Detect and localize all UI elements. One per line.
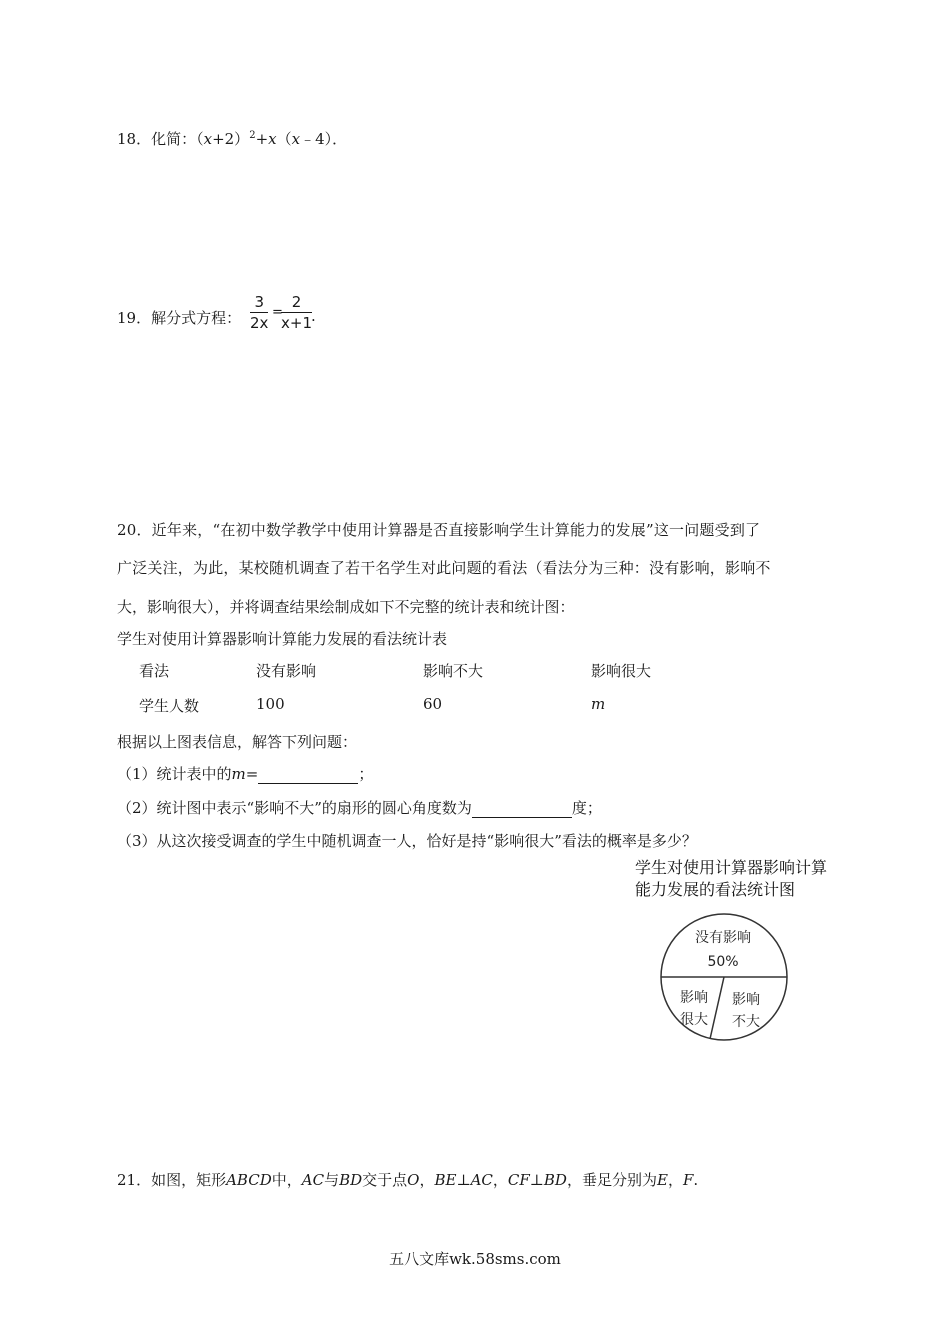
q21-bd: BD (339, 1171, 363, 1189)
q18-var-x: x (203, 130, 213, 148)
q20-sub2-blank (472, 799, 572, 818)
q21-t2: 与 (324, 1171, 340, 1189)
table-header-large-effect: 影响很大 (591, 662, 652, 680)
q20-line-1: 20．近年来，“在初中数学教学中使用计算器是否直接影响学生计算能力的发展”这一问题受到了 (117, 521, 761, 539)
slice-label-large-effect-2: 很大 (680, 1012, 708, 1028)
q21-abcd: ABCD (226, 1171, 272, 1189)
q19-denominator-1: 2x (250, 314, 269, 332)
q19-fraction-right (281, 293, 312, 333)
page-footer: 五八文库wk.58sms.com (389, 1250, 561, 1268)
q21-t3: 交于点 (362, 1171, 408, 1189)
q20-sub1-blank (258, 765, 358, 784)
q18-exponent: 2 (249, 130, 256, 141)
table-cell-count-label: 学生人数 (139, 697, 200, 715)
q18-prefix: 18．化简：（ (117, 130, 204, 148)
q21-o: O (407, 1171, 420, 1189)
q20-sub1-eq: = (245, 765, 259, 783)
q20-sub2-end: 度； (571, 799, 602, 817)
q18-tail: ﹣4）． (300, 130, 348, 148)
slice-label-no-effect: 没有影响 (695, 930, 751, 946)
slice-label-small-effect-2: 不大 (732, 1014, 760, 1030)
q21-e: E (656, 1171, 668, 1189)
q18-var-x3: x (291, 130, 301, 148)
q19-numerator-1: 3 (250, 293, 268, 313)
q20-line-3: 大，影响很大），并将调查结果绘制成如下不完整的统计表和统计图： (117, 598, 575, 616)
q18-var-x2: x (268, 130, 277, 148)
q20-line-2: 广泛关注，为此，某校随机调查了若干名学生对此问题的看法（看法分为三种：没有影响，影响不 (117, 559, 771, 577)
q21-cf: CF (507, 1171, 530, 1189)
chart-title-line-1: 学生对使用计算器影响计算 (635, 858, 828, 877)
q19-numerator-2: 2 (281, 293, 312, 313)
q19-equals: = (272, 305, 283, 320)
q20-sub2-prefix: （2）统计图中表示“影响不大”的扇形的圆心角度数为 (117, 799, 472, 817)
pie-chart (650, 908, 810, 1048)
table-cell-large-effect: m (591, 695, 606, 713)
q19-denominator-2: x+1 (281, 314, 312, 332)
q21-t1: 中， (271, 1171, 302, 1189)
q21-t4: ， (419, 1171, 435, 1189)
question-19-label (117, 307, 241, 328)
table-cell-small-effect: 60 (423, 695, 443, 713)
question-18 (117, 128, 347, 149)
table-header-view: 看法 (139, 662, 170, 680)
q21-perp-2: ⊥ (529, 1171, 544, 1189)
q20-sub-1 (117, 763, 373, 784)
q19-prefix: 19．解分式方程： (117, 309, 242, 327)
slice-label-small-effect-1: 影响 (732, 992, 760, 1008)
q21-f: F (682, 1171, 694, 1189)
q20-sub-2 (117, 797, 602, 818)
q21-be: BE (434, 1171, 457, 1189)
table-cell-no-effect: 100 (256, 695, 285, 713)
slice-label-large-effect-1: 影响 (680, 990, 708, 1006)
q21-t6: ，垂足分别为 (566, 1171, 657, 1189)
q19-fraction-left (250, 293, 268, 333)
q21-bd2: BD (543, 1171, 567, 1189)
q21-t8: . (693, 1171, 699, 1189)
q18-mid: +2） (212, 130, 250, 148)
q20-intro: 根据以上图表信息，解答下列问题： (117, 733, 358, 751)
q21-ac: AC (301, 1171, 325, 1189)
q18-open: （ (276, 130, 292, 148)
q20-sub-3: （3）从这次接受调查的学生中随机调查一人，恰好是持“影响很大”看法的概率是多少？ (117, 832, 697, 850)
table-header-no-effect: 没有影响 (256, 662, 317, 680)
q21-t5: ， (492, 1171, 508, 1189)
q21-t7: ， (667, 1171, 683, 1189)
q20-sub1-var: m (231, 765, 246, 783)
q18-plus: + (255, 130, 269, 148)
q19-tail: . (311, 307, 316, 325)
q21-ac2: AC (470, 1171, 493, 1189)
q20-sub1-end: ； (358, 765, 374, 783)
table-header-small-effect: 影响不大 (423, 662, 484, 680)
q21-perp-1: ⊥ (456, 1171, 471, 1189)
q20-sub1-prefix: （1）统计表中的 (117, 765, 232, 783)
q20-table-title: 学生对使用计算器影响计算能力发展的看法统计表 (117, 630, 448, 648)
question-21 (117, 1169, 698, 1190)
chart-title-line-2: 能力发展的看法统计图 (635, 880, 796, 899)
q21-prefix: 21．如图，矩形 (117, 1171, 227, 1189)
slice-value-no-effect: 50% (707, 954, 739, 970)
